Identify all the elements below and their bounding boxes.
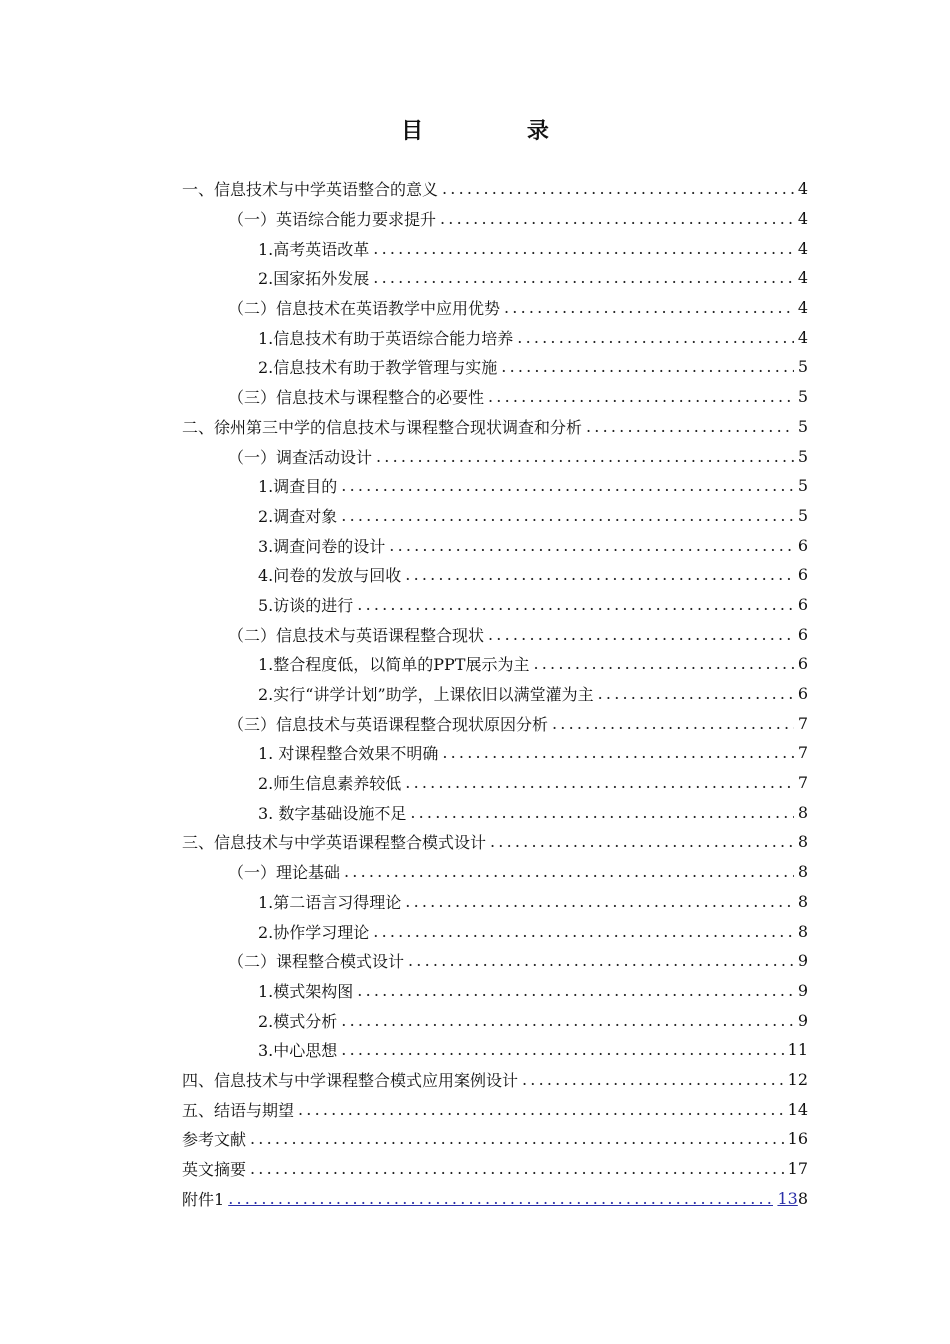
toc-entry-text: 2.实行“讲学计划”助学，上课依旧以满堂灌为主 (258, 685, 594, 705)
toc-page-number: 5 (797, 476, 808, 496)
toc-entry-text: （二）信息技术在英语教学中应用优势 (228, 299, 501, 319)
toc-entry-text: 1. 对课程整合效果不明确 (258, 744, 439, 764)
toc-page-number: 4 (797, 268, 808, 288)
toc-page-number: 4 (797, 209, 808, 229)
toc-page-number: 4 (797, 238, 808, 258)
toc-entry-text: 2.师生信息素养较低 (258, 774, 402, 794)
toc-leader-dots (376, 447, 794, 466)
toc-leader-dots (440, 209, 794, 228)
toc-leader-dots (389, 536, 794, 555)
toc-leader-dots (341, 476, 794, 495)
toc-entry[interactable] (182, 1035, 808, 1065)
toc-entry[interactable] (182, 827, 808, 857)
toc-entry-text: 4.问卷的发放与回收 (258, 566, 402, 586)
toc-entry[interactable] (182, 204, 808, 234)
toc-leader-dots (373, 239, 794, 258)
toc-leader-dots (408, 951, 794, 970)
toc-page-number: 8 (797, 802, 808, 822)
toc-leader-dots (586, 417, 794, 436)
toc-page-number: 5 (797, 505, 808, 525)
toc-entry[interactable] (182, 946, 808, 976)
toc-page-number: 7 (797, 713, 808, 733)
toc-page-number: 11 (787, 1040, 808, 1060)
toc-entry-text: 5.访谈的进行 (258, 595, 354, 615)
toc-entry[interactable] (182, 1183, 808, 1213)
toc-leader-dots (298, 1100, 784, 1119)
toc-page-number: 12 (787, 1069, 808, 1089)
toc-entry[interactable] (182, 887, 808, 917)
toc-leader-dots (504, 298, 794, 317)
toc-entry-text: 1.整合程度低，以简单的PPT展示为主 (258, 655, 530, 675)
toc-page-number: 4 (797, 327, 808, 347)
table-of-contents (182, 174, 808, 1213)
toc-entry[interactable] (182, 768, 808, 798)
toc-leader-dots (357, 981, 794, 1000)
toc-leader-dots (410, 803, 793, 822)
toc-entry-text: 一、信息技术与中学英语整合的意义 (182, 180, 439, 200)
toc-entry-text: （三）信息技术与课程整合的必要性 (228, 388, 485, 408)
toc-entry[interactable] (182, 352, 808, 382)
toc-entry-text: 参考文献 (182, 1130, 247, 1150)
toc-entry-text: （一）理论基础 (228, 863, 341, 883)
toc-entry-text: （二）课程整合模式设计 (228, 952, 405, 972)
toc-entry[interactable] (182, 293, 808, 323)
toc-entry-text: 二、徐州第三中学的信息技术与课程整合现状调查和分析 (182, 417, 583, 437)
toc-entry[interactable] (182, 649, 808, 679)
toc-entry-text: 1.第二语言习得理论 (258, 892, 402, 912)
toc-entry[interactable] (182, 174, 808, 204)
toc-page-number: 9 (797, 980, 808, 1000)
toc-page-number: 8 (797, 832, 808, 852)
toc-leader-dots (533, 654, 793, 673)
toc-entry[interactable] (182, 382, 808, 412)
toc-entry[interactable] (182, 471, 808, 501)
toc-leader-dots (341, 1040, 783, 1059)
toc-entry-text: 2.国家拓外发展 (258, 269, 370, 289)
toc-page-number: 14 (787, 1099, 808, 1119)
toc-page-number: 4 (797, 298, 808, 318)
toc-entry[interactable] (182, 322, 808, 352)
toc-entry-text: 1.高考英语改革 (258, 239, 370, 259)
toc-entry[interactable] (182, 1005, 808, 1035)
toc-entry-text: 2.模式分析 (258, 1011, 338, 1031)
toc-entry[interactable] (182, 916, 808, 946)
toc-leader-dots (598, 684, 794, 703)
toc-entry-text: 五、结语与期望 (182, 1100, 295, 1120)
toc-page-number: 9 (797, 951, 808, 971)
toc-entry-text: 2.协作学习理论 (258, 922, 370, 942)
toc-leader-dots (405, 773, 794, 792)
toc-entry-text: （一）调查活动设计 (228, 447, 373, 467)
toc-page-number: 17 (787, 1159, 808, 1179)
toc-entry[interactable] (182, 263, 808, 293)
toc-page-number: 5 (797, 357, 808, 377)
toc-entry-text: 2.信息技术有助于教学管理与实施 (258, 358, 498, 378)
toc-entry-text: 三、信息技术与中学英语课程整合模式设计 (182, 833, 487, 853)
toc-entry[interactable] (182, 619, 808, 649)
toc-page-number: 6 (797, 654, 808, 674)
toc-entry[interactable] (182, 233, 808, 263)
toc-entry[interactable] (182, 1154, 808, 1184)
toc-leader-dots (501, 357, 794, 376)
toc-leader-dots (373, 922, 794, 941)
toc-leader-dots (228, 1189, 773, 1208)
toc-entry[interactable] (182, 590, 808, 620)
toc-entry[interactable] (182, 501, 808, 531)
toc-entry-text: （三）信息技术与英语课程整合现状原因分析 (228, 714, 549, 734)
toc-page-number: 9 (797, 1010, 808, 1030)
toc-leader-dots (442, 179, 794, 198)
toc-leader-dots (522, 1070, 784, 1089)
toc-entry-text: 3.中心思想 (258, 1041, 338, 1061)
toc-page-number: 8 (797, 862, 808, 882)
toc-page-number: 8 (797, 921, 808, 941)
toc-entry-text: 2.调查对象 (258, 506, 338, 526)
toc-page-number: 4 (797, 179, 808, 199)
toc-entry-text: 1.模式架构图 (258, 981, 354, 1001)
toc-leader-dots (357, 595, 794, 614)
toc-entry-text: 3.调查问卷的设计 (258, 536, 386, 556)
toc-page-link[interactable]: 13 (777, 1188, 798, 1208)
toc-page-number: 6 (797, 684, 808, 704)
toc-leader-dots (373, 268, 794, 287)
toc-entry[interactable] (182, 738, 808, 768)
toc-entry[interactable] (182, 1065, 808, 1095)
toc-leader-dots (488, 387, 794, 406)
toc-page-number: 6 (797, 624, 808, 644)
toc-entry-text: 附件1 (182, 1189, 225, 1209)
toc-entry[interactable] (182, 441, 808, 471)
toc-leader-dots (490, 832, 794, 851)
toc-entry-text: 1.调查目的 (258, 477, 338, 497)
toc-entry[interactable] (182, 1124, 808, 1154)
toc-entry[interactable] (182, 560, 808, 590)
toc-entry-text: 四、信息技术与中学课程整合模式应用案例设计 (182, 1070, 519, 1090)
toc-entry[interactable] (182, 530, 808, 560)
toc-leader-dots (250, 1159, 784, 1178)
toc-leader-dots (344, 862, 794, 881)
toc-entry[interactable] (182, 679, 808, 709)
toc-page-number: 5 (797, 446, 808, 466)
toc-entry[interactable] (182, 976, 808, 1006)
toc-entry[interactable] (182, 857, 808, 887)
toc-leader-dots (517, 328, 794, 347)
toc-entry[interactable] (182, 797, 808, 827)
toc-leader-dots (552, 714, 794, 733)
toc-page-number: 8 (797, 891, 808, 911)
toc-entry-text: 英文摘要 (182, 1160, 247, 1180)
toc-entry-text: （一）英语综合能力要求提升 (228, 210, 437, 230)
toc-leader-dots (405, 892, 794, 911)
toc-entry-text: 3. 数字基础设施不足 (258, 803, 407, 823)
toc-page-number: 16 (787, 1129, 808, 1149)
toc-page-number: 6 (797, 535, 808, 555)
toc-page-number: 5 (797, 416, 808, 436)
toc-leader-dots (250, 1129, 784, 1148)
toc-page-number: 6 (797, 565, 808, 585)
toc-entry-text: 1.信息技术有助于英语综合能力培养 (258, 328, 514, 348)
toc-page-tail: 8 (797, 1188, 808, 1208)
toc-page-number (777, 1189, 808, 1208)
toc-page-number: 7 (797, 743, 808, 763)
toc-page-number: 5 (797, 387, 808, 407)
toc-leader-dots (405, 565, 794, 584)
toc-entry[interactable] (182, 708, 808, 738)
toc-page-number: 7 (797, 773, 808, 793)
toc-leader-dots (442, 743, 793, 762)
toc-page-number: 6 (797, 594, 808, 614)
page-title: 目 录 (401, 118, 597, 144)
toc-entry[interactable] (182, 1094, 808, 1124)
toc-entry[interactable] (182, 412, 808, 442)
toc-leader-dots (341, 506, 794, 525)
toc-leader-dots (341, 1011, 794, 1030)
toc-entry-text: （二）信息技术与英语课程整合现状 (228, 625, 485, 645)
toc-leader-dots (488, 625, 794, 644)
